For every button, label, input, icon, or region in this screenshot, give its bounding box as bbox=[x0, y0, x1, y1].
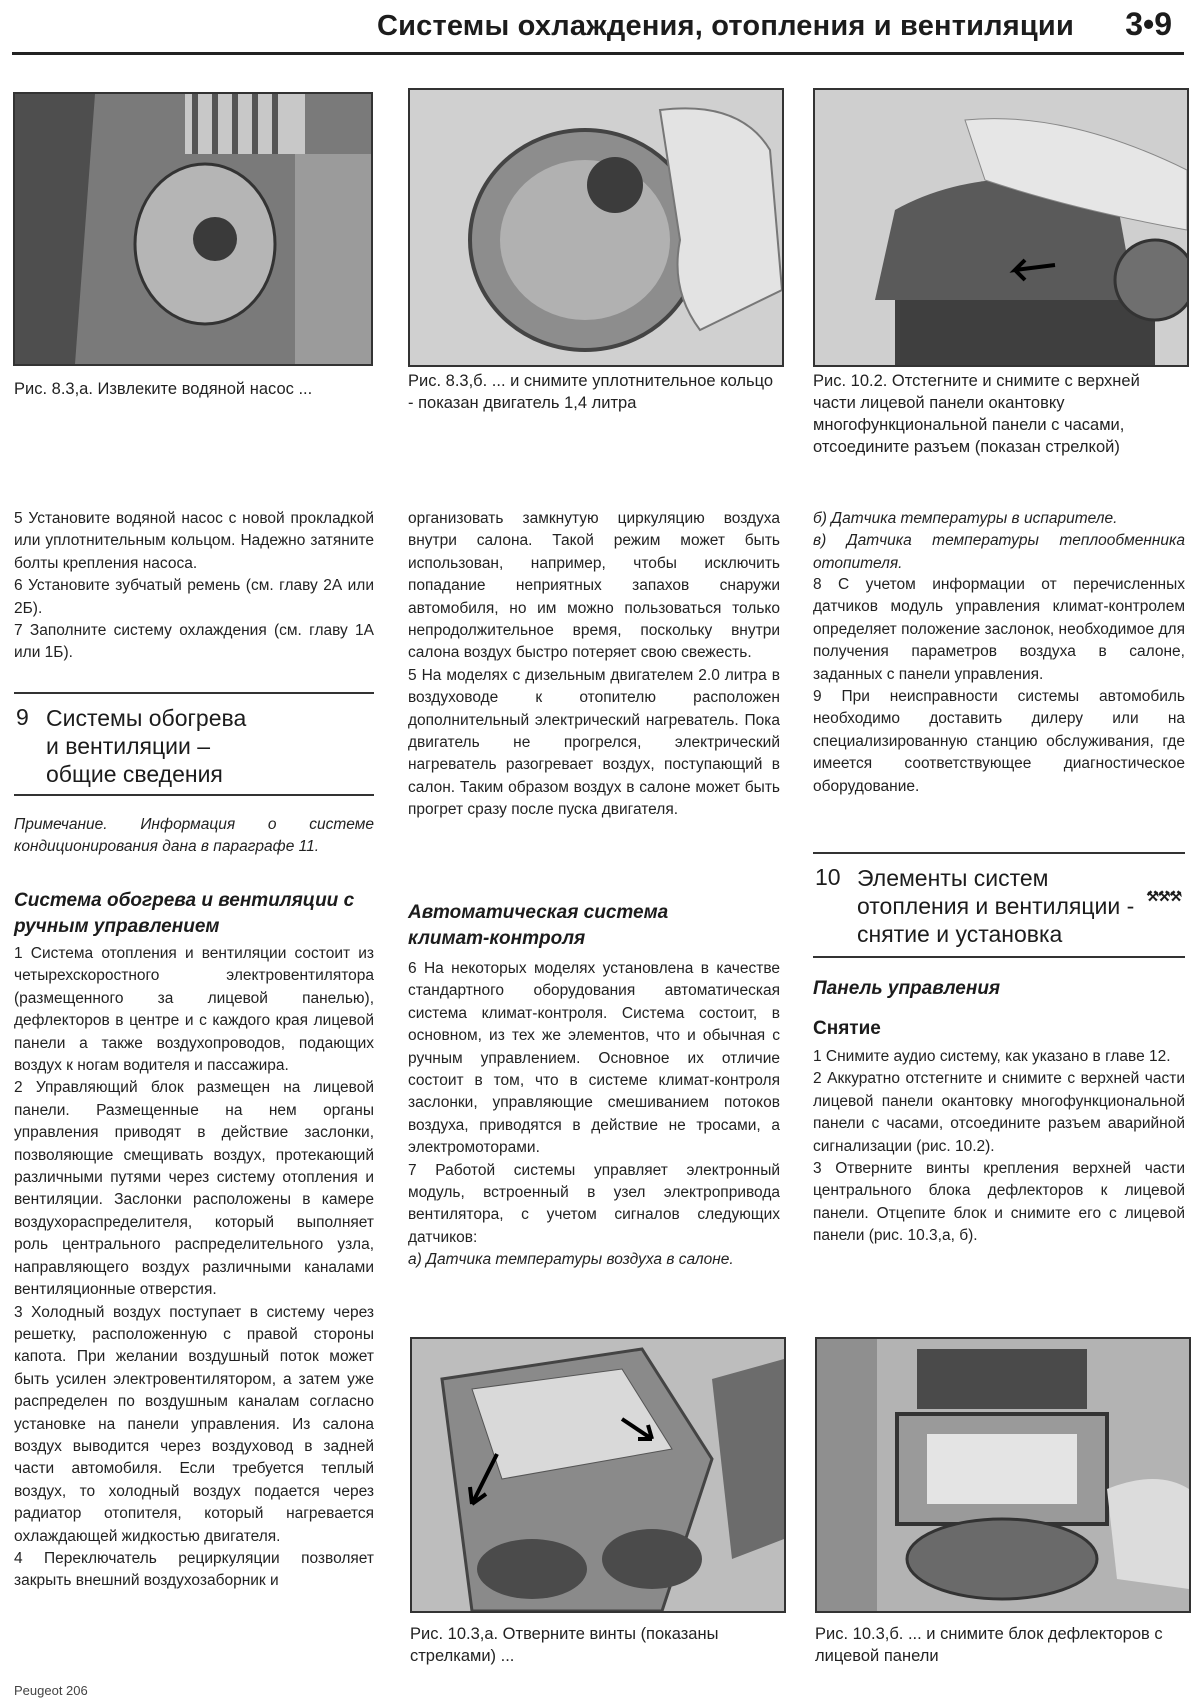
caption-10-3b: Рис. 10.3,б. ... и снимите блок дефлекторов с лицевой панели bbox=[815, 1625, 1163, 1665]
paragraph: 2 Аккуратно отстегните и снимите с верхней части лицевой панели окантовку многофункциональной панели с часами, отсоедините разъем аварийной сигнализации (рис. 10.2). bbox=[813, 1070, 1185, 1155]
paragraph: 2 Управляющий блок размещен на лицевой панели. Размещенные на нем органы управления приводят в действие заслонки, позволяющие смещивать воздух, протекающий различными путями через систему отопления и вентиляции. Заслонки расположены в камере воздухораспределителя, который выполняет роль центрального распределительного узла, направляющего воздух различными каналами вентиляционные отверстия. bbox=[14, 1079, 374, 1299]
figure-8-3a bbox=[13, 92, 373, 366]
paragraph: 7 Работой системы управляет электронный модуль, встроенный в узел электропривода вентилятора, с учетом сигналов следующих датчиков: bbox=[408, 1161, 780, 1246]
caption-8-3b: Рис. 8.3,б. ... и снимите уплотнительное кольцо - показан двигатель 1,4 литра bbox=[408, 372, 774, 412]
figure-10-3a bbox=[410, 1337, 786, 1613]
col1-body bbox=[14, 943, 374, 1593]
paragraph: 1 Система отопления и вентиляции состоит из четырехскоростного электровентилятора (размещенного за лицевой панелью), дефлекторов в центре и с каждого края лицевой панели а также воздухопроводов, подающих воздух к ногам водителя и пассажира. bbox=[14, 945, 374, 1075]
paragraph: 5 Установите водяной насос с новой прокладкой или уплотнительным кольцом. Надежно затяните болты крепления насоса. bbox=[14, 510, 374, 572]
col3-body-2 bbox=[813, 1046, 1185, 1248]
col3-items bbox=[813, 508, 1185, 575]
section-title-line: отопления и вентиляции - bbox=[857, 893, 1135, 919]
running-title: Системы охлаждения, отопления и вентиляции bbox=[376, 10, 1074, 42]
col2-body bbox=[408, 508, 780, 822]
paragraph: 6 Установите зубчатый ремень (см. главу 2А или 2Б). bbox=[14, 577, 374, 617]
dashboard-screws-photo bbox=[412, 1339, 784, 1611]
section-10-heading bbox=[813, 852, 1185, 958]
caption-10-2: Рис. 10.2. Отстегните и снимите с верхней части лицевой панели окантовку многофункциональной панели с часами, отсоедините разъем (показан стрелкой) bbox=[813, 372, 1140, 456]
vent-block-photo bbox=[817, 1339, 1189, 1611]
note bbox=[14, 814, 374, 859]
pump-photo bbox=[15, 94, 371, 364]
paragraph: 5 На моделях с дизельным двигателем 2.0 литра в воздуховоде к отопителю расположен дополнительный электрический нагреватель. Пока двигатель не прогрелся, электрический нагреватель разогревает воздух, поступающий в салон. Таким образом воздух в салоне может быть прогрет сразу после пуска двигателя. bbox=[408, 666, 780, 819]
paragraph: 8 С учетом информации от перечисленных датчиков модуль управления климат-контролем определяет положение заслонок, необходимое для получения параметров воздуха в салоне, заданных с панели управления. bbox=[813, 576, 1185, 683]
subheading-control-panel: Панель управления bbox=[813, 978, 1001, 999]
figure-8-3b bbox=[408, 88, 784, 367]
dashboard-photo bbox=[815, 90, 1187, 365]
section-title-line: Системы обогрева bbox=[46, 705, 247, 731]
subheading-auto-climate: Автоматическая система климат-контроля bbox=[408, 902, 669, 949]
paragraph: 6 На некоторых моделях установлена в качестве стандартного оборудования автоматическая система климат-контроля. Система состоит, в основном, из тех же элементов, что и обычная с ручным управлением. Основное их отличие состоит в том, что в системе климат-контроля заслонки, управляющие смешиванием потоков воздуха, приводятся в действие не тросами, а электромоторами. bbox=[408, 960, 780, 1157]
figure-10-3b bbox=[815, 1337, 1191, 1613]
section-title-line: снятие и установка bbox=[857, 921, 1063, 947]
list-item: а) Датчика температуры воздуха в салоне. bbox=[408, 1251, 734, 1269]
col3-body bbox=[813, 574, 1185, 798]
section-title-line: общие сведения bbox=[46, 761, 223, 787]
paragraph: организовать замкнутую циркуляцию воздуха внутри салона. Такой режим может быть использован, например, чтобы исключить попадание неприятных запахов снаружи автомобиля, но им можно пользоваться только непродолжительное время, поскольку внутри салона воздух быстро потеряет свою свежесть. bbox=[408, 510, 780, 662]
col2-body-2 bbox=[408, 958, 780, 1272]
page-number: 3•9 bbox=[1125, 6, 1172, 42]
subheading-removal: Снятие bbox=[813, 1018, 881, 1039]
page-header bbox=[12, 0, 1184, 55]
caption-8-3a: Рис. 8.3,а. Извлеките водяной насос ... bbox=[14, 380, 313, 398]
section-title-line: и вентиляции – bbox=[46, 733, 210, 759]
figure-10-2 bbox=[813, 88, 1189, 367]
caption-10-3a: Рис. 10.3,а. Отверните винты (показаны стрелками) ... bbox=[410, 1625, 719, 1665]
paragraph: 3 Отверните винты крепления верхней части центрального блока дефлекторов к лицевой панели. Отцепите блок и снимите его с лицевой панели (рис. 10.3,а, б). bbox=[813, 1160, 1185, 1245]
list-item: в) Датчика температуры теплообменника отопителя. bbox=[813, 532, 1185, 572]
list-item: б) Датчика температуры в испарителе. bbox=[813, 510, 1118, 527]
subheading-manual-control: Система обогрева и вентиляции с ручным управлением bbox=[14, 890, 355, 937]
paragraph: 7 Заполните систему охлаждения (см. главу 1А или 1Б). bbox=[14, 622, 374, 662]
section-number: 9 bbox=[16, 704, 29, 730]
section-number: 10 bbox=[815, 864, 841, 890]
wrench-icon: ⚒⚒⚒ bbox=[1146, 888, 1181, 904]
seal-ring-photo bbox=[410, 90, 782, 365]
note-text: Примечание. Информация о системе кондиционирования дана в параграфе 11. bbox=[14, 816, 374, 856]
paragraph: 9 При неисправности системы автомобиль необходимо доставить дилеру или на специализированную станцию обслуживания, где имеется соответствующее диагностическое оборудование. bbox=[813, 688, 1185, 795]
paragraph: 3 Холодный воздух поступает в систему через решетку, расположенную с правой стороны капота. При желании воздушный поток может быть усилен электровентилятором, а затем уже распределен по воздушным каналам согласно установке на панели управления. Из салона воздух выводится через воздуховод в задней части автомобиля. Если требуется теплый воздух, то холодный воздух подается через радиатор отопителя, который нагревается охлаждающей жидкостью двигателя. bbox=[14, 1303, 374, 1545]
paragraph: 1 Снимите аудио систему, как указано в главе 12. bbox=[813, 1048, 1171, 1065]
footer-model: Peugeot 206 bbox=[14, 1683, 88, 1698]
col1-intro bbox=[14, 508, 374, 665]
paragraph: 4 Переключатель рециркуляции позволяет закрыть внешний воздухозаборник и bbox=[14, 1549, 374, 1590]
section-9-heading bbox=[14, 692, 374, 796]
section-title-line: Элементы систем bbox=[857, 865, 1049, 891]
